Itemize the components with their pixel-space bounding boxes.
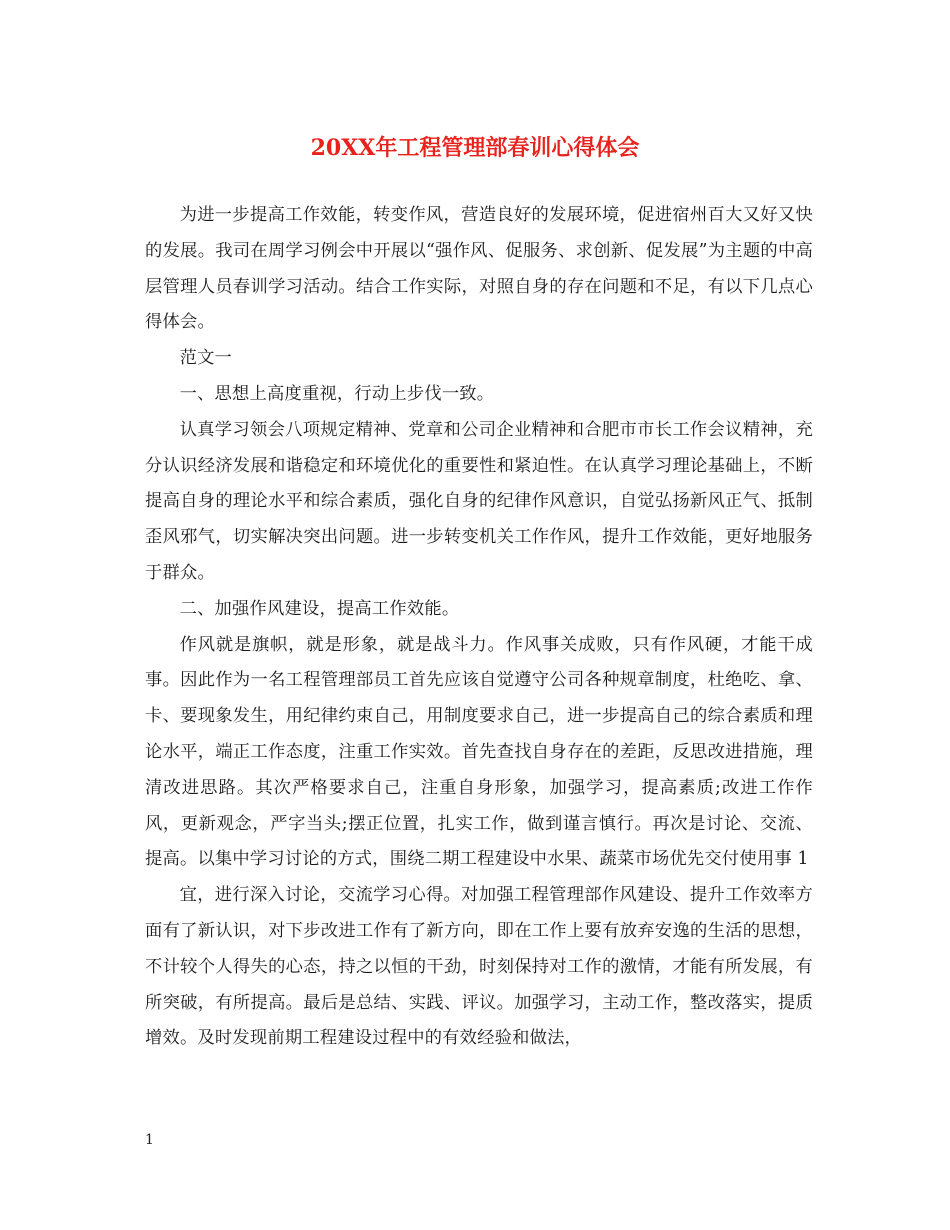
section-heading-2: 二、加强作风建设，提高工作效能。 <box>179 598 460 619</box>
section-heading-1: 一、思想上高度重视，行动上步伐一致。 <box>179 383 495 404</box>
paragraph-section-1: 认真学习领会八项规定精神、党章和公司企业精神和合肥市市长工作会议精神，充分认识经济发展和谐稳定和环境优化的重要性和紧迫性。在认真学习理论基础上，不断提高自身的理论水平和综合素质，强化自身的纪律作风意识，自觉弘扬新风正气、抵制歪风邪气，切实解决突出问题。进一步转变机关工作作风，提升工作效能，更好地服务于群众。 <box>145 419 813 583</box>
paragraph-section-2: 作风就是旗帜，就是形象，就是战斗力。作风事关成败，只有作风硬，才能干成事。因此作为一名工程管理部员工首先应该自觉遵守公司各种规章制度，杜绝吃、拿、卡、要现象发生，用纪律约束自己，用制度要求自己，进一步提高自己的综合素质和理论水平，端正工作态度，注重工作实效。首先查找自身存在的差距，反思改进措施，理清改进思路。其次严格要求自己，注重自身形象，加强学习，提高素质;改进工作作风，更新观念，严字当头;摆正位置，扎实工作，做到谨言慎行。再次是讨论、交流、提高。以集中学习讨论的方式，围绕二期工程建设中水果、蔬菜市场优先交付使用事 1 <box>145 634 813 870</box>
paragraph-sample-label: 范文一 <box>179 348 233 369</box>
document-body <box>145 198 813 1057</box>
paragraph-continuation: 宜，进行深入讨论，交流学习心得。对加强工程管理部作风建设、提升工作效率方面有了新认识，对下步改进工作有了新方向，即在工作上要有放弃安逸的生活的思想，不计较个人得失的心态，持之以恒的干劲，时刻保持对工作的激情，才能有所发展，有所突破，有所提高。最后是总结、实践、评议。加强学习，主动工作，整改落实，提质增效。及时发现前期工程建设过程中的有效经验和做法， <box>145 885 813 1049</box>
page-number: 1 <box>145 1132 154 1148</box>
document-title: 20XX年工程管理部春训心得体会 <box>310 135 640 161</box>
paragraph-intro: 为进一步提高工作效能，转变作风，营造良好的发展环境，促进宿州百大又好又快的发展。我司在周学习例会中开展以“强作风、促服务、求创新、促发展”为主题的中高层管理人员春训学习活动。结合工作实际，对照自身的存在问题和不足，有以下几点心得体会。 <box>145 205 813 333</box>
